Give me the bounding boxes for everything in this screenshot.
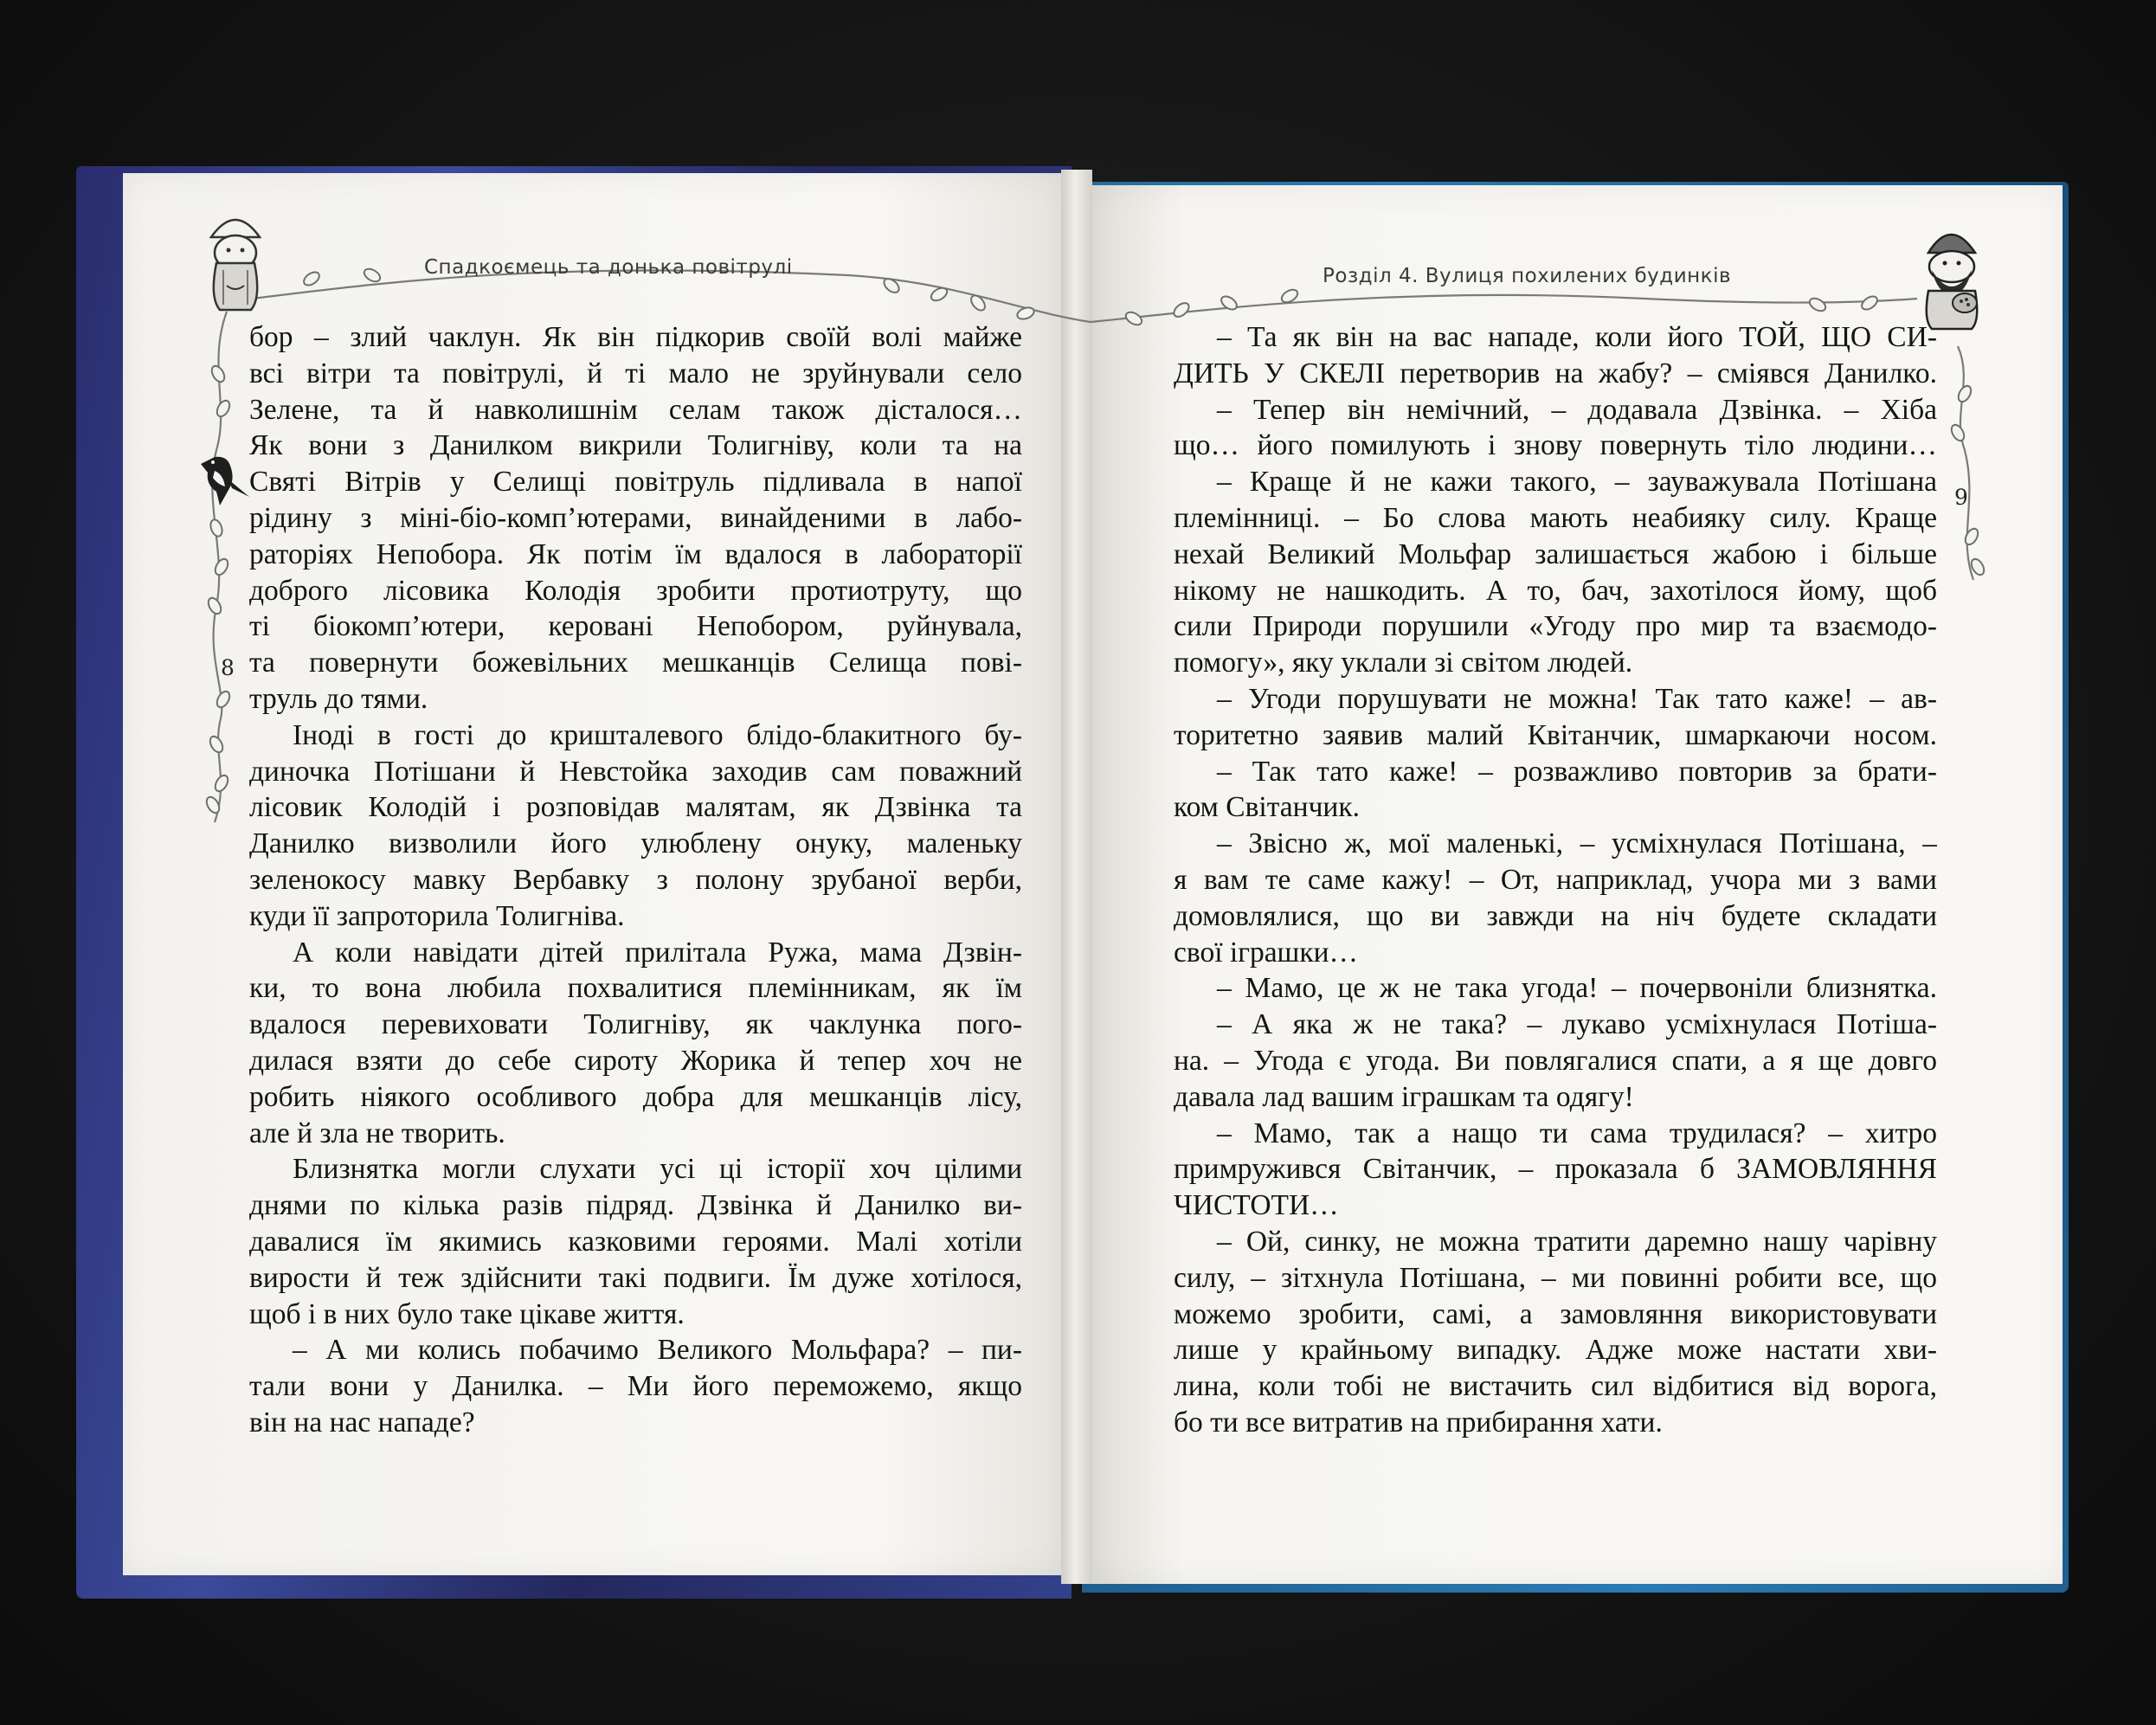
magpie-bird-illustration: [194, 445, 254, 510]
text-line: – Звісно ж, мої маленькі, – усміхнулася Потішана, –: [1217, 827, 1937, 860]
text-line: та повернути божевільних мешканців Селища пові-: [249, 647, 1022, 679]
text-line: тали вони у Данилка. – Ми його переможемо, якщо: [249, 1370, 1022, 1403]
text-line: вирости й теж здійснити такі подвиги. Їм дуже хотілося,: [249, 1261, 1022, 1294]
text-line: ДИТЬ У СКЕЛІ перетворив на жабу? – сміявся Данилко.: [1174, 357, 1937, 389]
running-header-left: Спадкоємець та донька повітрулі: [424, 256, 793, 279]
text-line: він на нас нападе?: [249, 1406, 475, 1439]
text-line: щоб і в них було таке цікаве життя.: [249, 1297, 685, 1330]
running-header-right: Розділ 4. Вулиця похилених будинків: [1323, 265, 1732, 287]
text-line: – Так тато каже! – розважливо повторив за брати-: [1217, 755, 1937, 788]
text-line: нікому не нашкодить. А то, бач, захотілося йому, щоб: [1174, 574, 1937, 607]
text-line: – Тепер він немічний, – додавала Дзвінка. – Хіба: [1217, 393, 1937, 426]
text-line: Данилко визволили його улюблену онуку, маленьку: [249, 827, 1022, 860]
text-line: – Краще й не кажи такого, – зауважувала Потішана: [1217, 466, 1937, 499]
text-line: зеленокосу мавку Вербавку з полону зрубаної верби,: [249, 863, 1022, 896]
text-line: днями по кілька разів підряд. Дзвінка й Данилко ви-: [249, 1189, 1022, 1222]
text-line: – Мамо, так а нащо ти сама трудилася? – хитро: [1217, 1117, 1937, 1149]
text-line: куди її запроторила Толигніва.: [249, 899, 625, 932]
text-line: – Мамо, це ж не така угода! – почервоніли близнятка.: [1217, 972, 1937, 1005]
text-line: лина, коли тобі не вистачить сил відбитися від ворога,: [1174, 1370, 1937, 1403]
text-line: раторіях Непобора. Як потім їм вдалося в лабораторії: [249, 537, 1022, 570]
gnome-girl-illustration: [201, 203, 270, 315]
text-line: бор – злий чаклун. Як він підкорив своїй волі майже: [249, 321, 1022, 353]
text-line: примружився Світанчик, – проказала б ЗАМОВЛЯННЯ: [1174, 1153, 1937, 1186]
page-number-left: 8: [221, 655, 235, 680]
text-line: – Та як він на вас нападе, коли його ТОЙ, ЩО СИ-: [1217, 321, 1937, 353]
text-line: лише у крайньому випадку. Адже може настати хви-: [1174, 1334, 1937, 1367]
text-line: – А ми колись побачимо Великого Мольфара? – пи-: [293, 1334, 1022, 1367]
text-line: – Угоди порушувати не можна! Так тато каже! – ав-: [1217, 682, 1937, 715]
text-line: рідину з міні-біо-комп’ютерами, винайденими в лабо-: [249, 501, 1022, 534]
text-line: свої іграшки…: [1174, 936, 1359, 969]
text-line: нехай Великий Мольфар залишається жабою і більше: [1174, 537, 1937, 570]
text-line: А коли навідати дітей прилітала Ружа, мама Дзвін-: [293, 936, 1022, 969]
gnome-man-illustration: [1915, 216, 1989, 333]
text-line: дилася взяти до себе сироту Жорика й тепер хоч не: [249, 1044, 1022, 1077]
text-line: племінниці. – Бо слова мають неабияку силу. Краще: [1174, 501, 1937, 534]
text-line: – А яка ж не така? – лукаво усміхнулася Потіша-: [1217, 1008, 1937, 1041]
text-line: диночка Потішани й Невстойка заходив сам поважний: [249, 755, 1022, 788]
text-line: давалися їм якимись казковими героями. Малі хотіли: [249, 1225, 1022, 1258]
text-line: лісовик Колодій і розповідав малятам, як Дзвінка та: [249, 791, 1022, 824]
text-line: торитетно заявив малий Квітанчик, шмаркаючи носом.: [1174, 718, 1937, 751]
text-line: ті біокомп’ютери, керовані Непобором, руйнувала,: [249, 610, 1022, 643]
text-line: що… його помилують і знову повернуть тіло людини…: [1174, 429, 1937, 462]
text-line: давала лад вашим іграшкам та одягу!: [1174, 1080, 1634, 1113]
text-line: робить ніякого особливого добра для мешканців лісу,: [249, 1080, 1022, 1113]
text-line: всі вітри та повітрулі, й ті мало не зруйнували село: [249, 357, 1022, 389]
text-line: Святі Вітрів у Селищі повітруль підливала в напої: [249, 466, 1022, 499]
page-number-right: 9: [1954, 485, 1968, 510]
text-line: Близнятка могли слухати усі ці історії хоч цілими: [293, 1153, 1022, 1186]
text-line: сили Природи порушили «Угоду про мир та взаємодо-: [1174, 610, 1937, 643]
left-page-body-text: [249, 319, 1022, 1441]
text-line: я вам те саме кажу! – От, наприклад, учора ми з вами: [1174, 863, 1937, 896]
text-line: бо ти все витратив на прибирання хати.: [1174, 1406, 1663, 1439]
text-line: домовлялися, що ви завжди на ніч будете складати: [1174, 899, 1937, 932]
text-line: ки, то вона любила похвалитися племінникам, як їм: [249, 972, 1022, 1005]
text-line: Іноді в гості до кришталевого блідо-блакитного бу-: [293, 718, 1022, 751]
text-line: помогу», яку уклали зі світом людей.: [1174, 647, 1633, 679]
text-line: можемо зробити, самі, а замовляння використовувати: [1174, 1297, 1937, 1330]
text-line: вдалося перевиховати Толигніву, як чаклунка пого-: [249, 1008, 1022, 1041]
text-line: Як вони з Данилком викрили Толигніву, коли та на: [249, 429, 1022, 462]
text-line: на. – Угода є угода. Ви повлягалися спати, а я ще довго: [1174, 1044, 1937, 1077]
text-line: силу, – зітхнула Потішана, – ми повинні робити все, що: [1174, 1261, 1937, 1294]
text-line: ЧИСТОТИ…: [1174, 1189, 1339, 1222]
text-line: доброго лісовика Колодія зробити протиотруту, що: [249, 574, 1022, 607]
text-line: Зелене, та й навколишнім селам також дісталося…: [249, 393, 1022, 426]
text-line: труль до тями.: [249, 682, 428, 715]
text-line: але й зла не творить.: [249, 1117, 505, 1149]
text-line: – Ой, синку, не можна тратити даремно нашу чарівну: [1217, 1225, 1937, 1258]
right-page-body-text: [1174, 319, 1937, 1441]
text-line: ком Світанчик.: [1174, 791, 1361, 824]
